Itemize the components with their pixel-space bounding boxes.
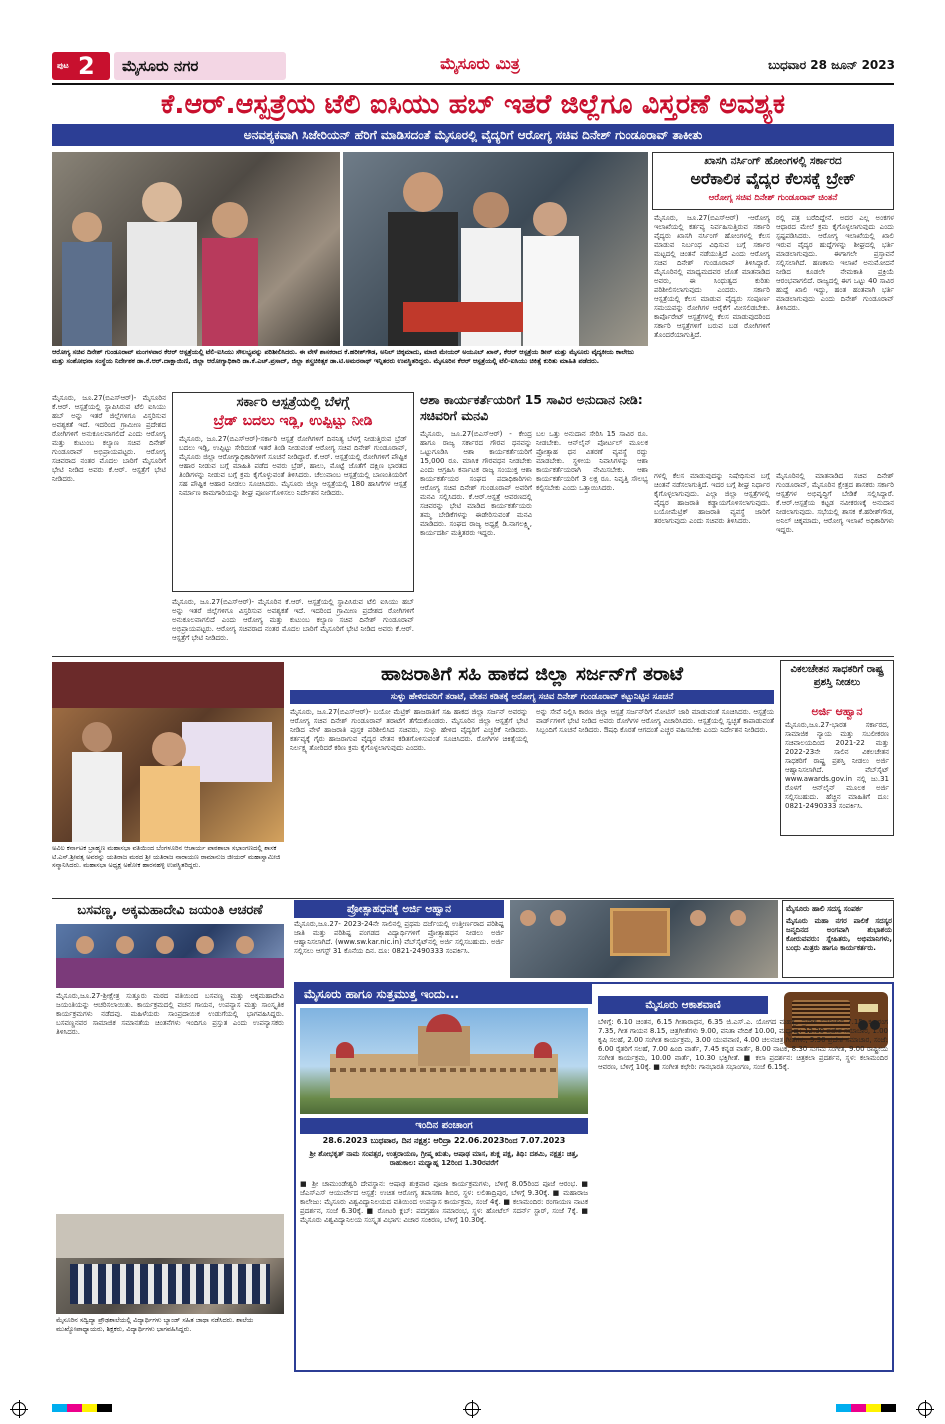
side-top-headline: ಅರೆಕಾಲಿಕ ವೈದ್ಯರ ಕೆಲಸಕ್ಕೆ ಬ್ರೇಕ್ <box>690 169 856 188</box>
award-box <box>780 660 894 836</box>
lead-photo-caption: ಆರೋಗ್ಯ ಸಚಿವ ದಿನೇಶ್ ಗುಂಡೂರಾವ್ ಮಂಗಳವಾರ ಕೆಆರ್ ಆಸ್ಪತ್ರೆಯಲ್ಲಿ ಟೆಲಿ-ಐಸಿಯು ಸೌಲಭ್ಯವನ್ನು ಪರಿಶೀಲಿಸಿದರು. ಈ ವೇಳೆ ಶಾಸಕರಾದ ಕೆ.ಹರೀಶ್‌ಗೌಡ, ಅನಿಲ್ ಚಿಕ್ಕಮಾದು, ಮಾಜಿ ಮೇಯರ್ ಅಯೂಬ್ ಖಾನ್, ಕೆಆರ್ ಆಸ್ಪತ್ರೆಯ ಡೀನ್ ಮತ್ತು ಮೈಸೂರು ವೈದ್ಯಕೀಯ ಕಾಲೇಜು ಮತ್ತು ಸಂಶೋಧನಾ ಸಂಸ್ಥೆಯ ನಿರ್ದೇಶಕ ಡಾ.ಕೆ.ಆರ್.ದಾಕ್ಷಾಯಿಣಿ, ಜಿಲ್ಲಾ ಆರೋಗ್ಯಾಧಿಕಾರಿ ಡಾ.ಕೆ.ಎಚ್.ಪ್ರಸಾದ್, ಜಿಲ್ಲಾ ಶಸ್ತ್ರಚಿಕಿತ್ಸಕ ಡಾ.ಟಿ.ಅಮರನಾಥ್ ಇನ್ನಿತರರು ಉಪಸ್ಥಿತರಿದ್ದರು. ಮೈಸೂರಿನ ಕೆಆರ್ ಆಸ್ಪತ್ರೆಯಲ್ಲಿ ಟೆಲಿ-ಐಸಿಯು ಚಿಕಿತ್ಸೆ ಕುರಿತು ಮಾಹಿತಿ ಪಡೆದರು. <box>52 348 634 365</box>
school-photo <box>56 1214 284 1314</box>
lead-photo-left <box>52 152 340 346</box>
color-bar <box>836 1404 896 1412</box>
asha-headline: ಆಶಾ ಕಾರ್ಯಕರ್ತೆಯರಿಗೆ 15 ಸಾವಿರ ಅನುದಾನ ನೀಡಿ: ಸಚಿವರಿಗೆ ಮನವಿ <box>420 392 643 423</box>
asha-body-1: ಮೈಸೂರು, ಜೂ.27(ಬಿಎಸ್‌ಆರ್) - ಕೇಂದ್ರ ಹಾಗೂ ರಾಜ್ಯ ಸರ್ಕಾರದ ಗೌರವ ಧನವನ್ನು ಒಟ್ಟುಗೂಡಿಸಿ ಆಶಾ ಕಾರ್ಯಕರ್ತೆಯರಿಗೆ 15,000 ರೂ. ಮಾಸಿಕ ಗೌರವಧನ ನೀಡಬೇಕು ಎಂದು ಆಗ್ರಹಿಸಿ ಕರ್ನಾಟಕ ರಾಜ್ಯ ಸಂಯುಕ್ತ ಆಶಾ ಕಾರ್ಯಕರ್ತೆಯರ ಸಂಘದ ಪದಾಧಿಕಾರಿಗಳು ಆರೋಗ್ಯ ಸಚಿವ ದಿನೇಶ್ ಗುಂಡೂರಾವ್ ಅವರಿಗೆ ಮನವಿ ಸಲ್ಲಿಸಿದರು. ಕೆ.ಆರ್.ಆಸ್ಪತ್ರೆ ಆವರಣದಲ್ಲಿ ಸಚಿವರನ್ನು ಭೇಟಿ ಮಾಡಿದ ಕಾರ್ಯಕರ್ತೆಯರು ತಮ್ಮ ಬೇಡಿಕೆಗಳನ್ನು ಈಡೇರಿಸುವಂತೆ ಮನವಿ ಮಾಡಿದರು. ಸಂಘದ ರಾಜ್ಯ ಅಧ್ಯಕ್ಷೆ ಡಿ.ನಾಗಲಕ್ಷ್ಮಿ, ಕಾರ್ಯದರ್ಶಿ ಮತ್ತಿತರರು ಇದ್ದರು. <box>420 430 532 537</box>
panchanga-date: 28.6.2023 ಬುಧವಾರ, ದಿನ ನಕ್ಷತ್ರ: ಆರಿದ್ರಾ 22.06.2023ರಿಂದ 7.07.2023 <box>322 1136 566 1145</box>
award-headline: ಅರ್ಜಿ ಆಹ್ವಾನ <box>811 705 863 718</box>
lead-headline: ಕೆ.ಆರ್.ಆಸ್ಪತ್ರೆಯ ಟೆಲಿ ಐಸಿಯು ಹಬ್ ಇತರೆ ಜಿಲ್ಲೆಗೂ ವಿಸ್ತರಣೆ ಅವಶ್ಯಕ <box>160 89 786 120</box>
issue-date: ಬುಧವಾರ 28 ಜೂನ್ 2023 <box>768 58 895 72</box>
section-label: ಮೈಸೂರು ನಗರ <box>114 52 286 80</box>
color-bar <box>52 1404 112 1412</box>
bread-headline: ಬ್ರೆಡ್ ಬದಲು ಇಡ್ಲಿ, ಉಪ್ಪಿಟ್ಟು ನೀಡಿ <box>213 413 373 429</box>
radio-body: ಬೆಳಿಗ್ಗೆ: 6.10 ಚಿಂತನ, 6.15 ಗೀತಾರಾಧನ, 6.35 ಜಿ.ಎಸ್.ಎ. ಯೋಗದ ಮಹತ್ವ, ಪ್ರದೇಶ ಸಮಾಚಾರ 7.15, ಕೃಷಿರಂಗ 7.35, ಗೀತ ಗಾಯನ 8.15, ಚಿತ್ರಗೀತೆಗಳು 9.00, ವನಿತಾ ವೇದಿಕೆ 10.00, ಮಧ್ಯಾಹ್ನ: 12.30 ಪ್ರದೇಶ ಸಮಾಚಾರ, 1.00 ಕೃಷಿ ಸಲಹೆ, 2.00 ಸಂಗೀತ ಕಾರ್ಯಕ್ರಮ, 3.00 ಯುವವಾಣಿ, 4.00 ಚಲನಚಿತ್ರ ಗೀತೆಗಳು, 5.30 ಪ್ರದೇಶ ಸಮಾಚಾರ, ಸಂಜೆ: 6.00 ರೈತರಿಗೆ ಸಲಹೆ, 7.00 ಹಿಂದಿ ವಾರ್ತೆ, 7.45 ಕನ್ನಡ ವಾರ್ತೆ, 8.00 ನಾಟಕ, 8.30 ಸುಗಮ ಸಂಗೀತ, 9.00 ರಾಷ್ಟ್ರೀಯ ಸಂಗೀತ ಕಾರ್ಯಕ್ರಮ, 10.00 ವಾರ್ತೆ, 10.30 ಭಕ್ತಿಗೀತೆ. ■ ಕಲಾ ಪ್ರದರ್ಶನ: ಚಿತ್ರಕಲಾ ಪ್ರದರ್ಶನ, ಸ್ಥಳ: ಕಲಾಮಂದಿರ ಆವರಣ, ಬೆಳಿಗ್ಗೆ 10ಕ್ಕೆ. ■ ಸಂಗೀತ ಕಛೇರಿ: ಗಾನಭಾರತಿ ಸಭಾಂಗಣ, ಸಂಜೆ 6.15ಕ್ಕೆ. <box>598 1018 888 1071</box>
palace-photo <box>300 1008 588 1114</box>
side-top-body-1: ಮೈಸೂರು, ಜೂ.27(ಬಿಎಸ್‌ಆರ್) -ಆರೋಗ್ಯ ಇಲಾಖೆಯಲ್ಲಿ ಕರ್ತವ್ಯ ನಿರ್ವಹಿಸುತ್ತಿರುವ ಸರ್ಕಾರಿ ವೈದ್ಯರು ಖಾಸಗಿ ನರ್ಸಿಂಗ್ ಹೋಂಗಳಲ್ಲಿ ಕೆಲಸ ಮಾಡುವ ನಿರ್ಬಂಧ ವಿಧಿಸುವ ಬಗ್ಗೆ ಸರ್ಕಾರ ಮಟ್ಟದಲ್ಲಿ ಚಿಂತನೆ ನಡೆಯುತ್ತಿದೆ ಎಂದು ಆರೋಗ್ಯ ಸಚಿವ ದಿನೇಶ್ ಗುಂಡೂರಾವ್ ತಿಳಿಸಿದ್ದಾರೆ. ಮೈಸೂರಿನಲ್ಲಿ ಮಾಧ್ಯಮದವರ ಜೊತೆ ಮಾತನಾಡಿದ ಅವರು, ಈ ಸಿಂಧುತ್ವದ ಕುರಿತು ಪರಿಶೀಲಿಸಲಾಗುವುದು ಎಂದರು. ಸರ್ಕಾರಿ ಆಸ್ಪತ್ರೆಯಲ್ಲಿ ಕೆಲಸ ಮಾಡುವ ವೈದ್ಯರು ಸಂಪೂರ್ಣ ಸಮಯವನ್ನು ರೋಗಿಗಳ ಆರೈಕೆಗೆ ಮೀಸಲಿಡಬೇಕು. ಕಾರ್ಪೊರೇಟ್ ಆಸ್ಪತ್ರೆಗಳಲ್ಲಿ ಕೆಲಸ ಮಾಡುವುದರಿಂದ ಸರ್ಕಾರಿ ಆಸ್ಪತ್ರೆಗಳಿಗೆ ಬರುವ ಬಡ ರೋಗಿಗಳಿಗೆ ತೊಂದರೆಯಾಗುತ್ತಿದೆ. <box>654 214 770 339</box>
lead-photo-right <box>343 152 648 346</box>
swami-caption: ಅವಿಲ ಕರ್ನಾಟಕ ಬ್ರಾಹ್ಮಣ ಮಹಾಸಭಾ ವತಿಯಿಂದ ಬೆಂಗಳೂರಿನ ಆಚಾರ್ಯ ಪಾಠಶಾಲಾ ಸಭಾಂಗಣದಲ್ಲಿ ಶಾಸಕ ಟಿ.ಎಸ್.ಶ್ರೀವತ್ಸ ಅವರನ್ನು ಯತಿರಾಜ ಮಠದ ಶ್ರೀ ಯತಿರಾಜ ನಾರಾಯಣ ರಾಮಾನುಜ ಜೀಯರ್ ಮಹಾಸ್ವಾಮೀಜಿ ಸನ್ಮಾನಿಸಿದರು. ಮಹಾಸಭಾ ಅಧ್ಯಕ್ಷ ಅಶೋಕ ಹಾರನಹಳ್ಳಿ ಉಪಸ್ಥಿತರಿದ್ದರು. <box>52 844 281 869</box>
hajarati-headline: ಹಾಜರಾತಿಗೆ ಸಹಿ ಹಾಕದ ಜಿಲ್ಲಾ ಸರ್ಜನ್‌ಗೆ ತರಾಟೆ <box>381 663 683 685</box>
ad-body: ಮೈಸೂರು ಮಹಾ ನಗರ ಪಾಲಿಕೆ ಸದಸ್ಯರ ಜನ್ಮದಿನದ ಅಂಗವಾಗಿ ಶುಭಾಶಯ ಕೋರುವವರು: ಸ್ನೇಹಿತರು, ಅಭಿಮಾನಿಗಳು, ಬಂಧು ಮಿತ್ರರು ಹಾಗೂ ಕಾರ್ಯಕರ್ತರು. <box>786 917 892 952</box>
masthead-rule <box>52 83 894 85</box>
paper-name: ಮೈಸೂರು ಮಿತ್ರ <box>440 54 520 73</box>
bread-kicker: ಸರ್ಕಾರಿ ಆಸ್ಪತ್ರೆಯಲ್ಲಿ ಬೆಳಗ್ಗೆ <box>236 395 350 410</box>
radio-header: ಮೈಸೂರು ಆಕಾಶವಾಣಿ <box>598 996 768 1014</box>
school-caption: ಮೈಸೂರಿನ ಸದ್ವಿದ್ಯಾ ಪ್ರೌಢಶಾಲೆಯಲ್ಲಿ ವಿದ್ಯಾರ್ಥಿಗಳು ಬ್ಯಾಂಡ್ ಸಹಿತ ಜಾಥಾ ನಡೆಸಿದರು. ಶಾಲೆಯ ಮುಖ್ಯೋಪಾಧ್ಯಾಯರು, ಶಿಕ್ಷಕರು, ವಿದ್ಯಾರ್ಥಿಗಳು ಭಾಗವಹಿಸಿದ್ದರು. <box>56 1316 254 1333</box>
basavanna-body: ಮೈಸೂರು,ಜೂ.27-ಶ್ರೀಕ್ಷೇತ್ರ ಸುತ್ತೂರು ಮಠದ ವತಿಯಿಂದ ಬಸವಣ್ಣ ಮತ್ತು ಅಕ್ಕಮಹಾದೇವಿ ಜಯಂತಿಯನ್ನು ಆಚರಿಸಲಾಯಿತು. ಕಾರ್ಯಕ್ರಮದಲ್ಲಿ ವಚನ ಗಾಯನ, ಉಪನ್ಯಾಸ ಮತ್ತು ಸಾಂಸ್ಕೃತಿಕ ಕಾರ್ಯಕ್ರಮಗಳು ನಡೆದವು. ಮಹಿಳೆಯರು ಸಾಂಪ್ರದಾಯಿಕ ಉಡುಗೆಯಲ್ಲಿ ಭಾಗವಹಿಸಿದ್ದರು. ಬಸವಣ್ಣನವರ ಸಾಮಾಜಿಕ ಸಮಾನತೆಯ ಚಿಂತನೆಗಳು ಇಂದಿಗೂ ಪ್ರಸ್ತುತ ಎಂದು ಉಪನ್ಯಾಸಕರು ತಿಳಿಸಿದರು. <box>56 992 284 1036</box>
asha-body-2: ಬಲ ಒತ್ತು ಅನುದಾನ ಸೇರಿಸಿ 15 ಸಾವಿರ ರೂ. ನೀಡಬೇಕು. ಆನ್‌ಲೈನ್ ಪೋರ್ಟಲ್ ಮೂಲಕ ಪ್ರೋತ್ಸಾಹ ಧನ ವಿತರಣೆ ವ್ಯವಸ್ಥೆ ರದ್ದು ಮಾಡಬೇಕು. ಸ್ಥಳೀಯ ನಿವಾಸಿಗಳನ್ನು ಆಶಾ ಕಾರ್ಯಕರ್ತೆಯರಾಗಿ ನೇಮಿಸಬೇಕು. ಆಶಾ ಕಾರ್ಯಕರ್ತೆಯರಿಗೆ 3 ಲಕ್ಷ ರೂ. ನಿವೃತ್ತಿ ಸೌಲಭ್ಯ ಕಲ್ಪಿಸಬೇಕು ಎಂದು ಒತ್ತಾಯಿಸಿದರು. <box>536 430 648 492</box>
mid-right-body-1: ಗಳಲ್ಲಿ ಕೆಲಸ ಮಾಡುವುದನ್ನು ನಿಷೇಧಿಸುವ ಬಗ್ಗೆ ಚಿಂತನೆ ನಡೆಸಲಾಗುತ್ತಿದೆ. ಇದರ ಬಗ್ಗೆ ಶೀಘ್ರ ನಿರ್ಧಾರ ಕೈಗೊಳ್ಳಲಾಗುವುದು. ಎಲ್ಲಾ ಜಿಲ್ಲಾ ಆಸ್ಪತ್ರೆಗಳಲ್ಲಿ ವೈದ್ಯರ ಹಾಜರಾತಿ ಕಡ್ಡಾಯಗೊಳಿಸಲಾಗುವುದು. ಬಯೋಮೆಟ್ರಿಕ್ ಹಾಜರಾತಿ ವ್ಯವಸ್ಥೆ ಜಾರಿಗೆ ತರಲಾಗುವುದು ಎಂದು ಸಚಿವರು ತಿಳಿಸಿದರು. <box>654 472 770 525</box>
lead-subhead: ಅನವಶ್ಯಕವಾಗಿ ಸಿಜೇರಿಯನ್ ಹೆರಿಗೆ ಮಾಡಿಸದಂತೆ ಮೈಸೂರಲ್ಲಿ ವೈದ್ಯರಿಗೆ ಆರೋಗ್ಯ ಸಚಿವ ದಿನೇಶ್ ಗುಂಡೂರಾವ್ ತಾಕೀತು <box>52 124 894 146</box>
award-kicker: ವಿಕಲಚೇತನ ಸಾಧಕರಿಗೆ ರಾಷ್ಟ್ರ ಪ್ರಶಸ್ತಿ ನೀಡಲು <box>790 664 884 688</box>
registration-mark-icon <box>12 1402 26 1416</box>
side-top-sub: ಆರೋಗ್ಯ ಸಚಿವ ದಿನೇಶ್ ಗುಂಡೂರಾವ್ ಚಿಂತನೆ <box>708 193 838 203</box>
side-top-kicker: ಖಾಸಗಿ ನರ್ಸಿಂಗ್ ಹೋಂಗಳಲ್ಲಿ ಸರ್ಕಾರದ <box>704 155 842 167</box>
page-number-badge <box>52 52 110 80</box>
registration-mark-icon <box>918 1402 932 1416</box>
side-top-body-2: ರಲ್ಲಿ ಪತ್ರ ಬರೆದಿದ್ದೇನೆ. ಅದರ ಎಲ್ಲ ಅಂಕಗಳ ಆಧಾರದ ಮೇಲೆ ಕ್ರಮ ಕೈಗೊಳ್ಳಲಾಗುವುದು ಎಂದು ಸ್ಪಷ್ಟಪಡಿಸಿದರು. ಆರೋಗ್ಯ ಇಲಾಖೆಯಲ್ಲಿ ಖಾಲಿ ಇರುವ ವೈದ್ಯರ ಹುದ್ದೆಗಳನ್ನು ಶೀಘ್ರದಲ್ಲಿ ಭರ್ತಿ ಮಾಡಲಾಗುವುದು. ಈಗಾಗಲೇ ಪ್ರಸ್ತಾವನೆ ಸಲ್ಲಿಸಲಾಗಿದೆ. ಹಣಕಾಸು ಇಲಾಖೆ ಅನುಮೋದನೆ ನೀಡಿದ ಕೂಡಲೇ ನೇಮಕಾತಿ ಪ್ರಕ್ರಿಯೆ ಆರಂಭವಾಗಲಿದೆ. ರಾಜ್ಯದಲ್ಲಿ ಈಗ ಒಟ್ಟು 40 ಸಾವಿರ ಹುದ್ದೆ ಖಾಲಿ ಇದ್ದು, ಹಂತ ಹಂತವಾಗಿ ಭರ್ತಿ ಮಾಡಲಾಗುವುದು ಎಂದು ದಿನೇಶ್ ಗುಂಡೂರಾವ್ ತಿಳಿಸಿದರು. <box>776 214 894 312</box>
hajarati-body-1: ಮೈಸೂರು, ಜೂ.27(ಬಿಎಸ್‌ಆರ್)- ಬಯೋ ಮೆಟ್ರಿಕ್ ಹಾಜರಾತಿಗೆ ಸಹಿ ಹಾಕದ ಜಿಲ್ಲಾ ಸರ್ಜನ್ ಅವರನ್ನು ಆರೋಗ್ಯ ಸಚಿವ ದಿನೇಶ್ ಗುಂಡೂರಾವ್ ತರಾಟೆಗೆ ತೆಗೆದುಕೊಂಡರು. ಮೈಸೂರಿನ ಜಿಲ್ಲಾ ಆಸ್ಪತ್ರೆಗೆ ಭೇಟಿ ನೀಡಿದ ವೇಳೆ ಹಾಜರಾತಿ ಪುಸ್ತಕ ಪರಿಶೀಲಿಸಿದ ಸಚಿವರು, ಸುಳ್ಳು ಹೇಳಿದ ವೈದ್ಯರಿಗೆ ಎಚ್ಚರಿಕೆ ನೀಡಿದರು. ಕರ್ತವ್ಯಕ್ಕೆ ಗೈರು ಹಾಜರಾಗುವ ವೈದ್ಯರ ವೇತನ ಕಡಿತಗೊಳಿಸುವಂತೆ ಸೂಚಿಸಿದರು. ರೋಗಿಗಳ ಚಿಕಿತ್ಸೆಯಲ್ಲಿ ನಿರ್ಲಕ್ಷ್ಯ ತೋರಿದರೆ ಕಠಿಣ ಕ್ರಮ ಕೈಗೊಳ್ಳಲಾಗುವುದು ಎಂದರು. <box>290 708 528 752</box>
scholarship-body: ಮೈಸೂರು,ಜೂ.27- 2023-24ನೇ ಸಾಲಿನಲ್ಲಿ ಪ್ರಥಮ ದರ್ಜೆಯಲ್ಲಿ ಉತ್ತೀರ್ಣರಾದ ಪರಿಶಿಷ್ಟ ಜಾತಿ ಮತ್ತು ಪರಿಶಿಷ್ಟ ಪಂಗಡದ ವಿದ್ಯಾರ್ಥಿಗಳಿಗೆ ಪ್ರೋತ್ಸಾಹಧನ ನೀಡಲು ಅರ್ಜಿ ಆಹ್ವಾನಿಸಲಾಗಿದೆ. (www.sw.kar.nic.in) ವೆಬ್‌ಸೈಟ್‌ನಲ್ಲಿ ಅರ್ಜಿ ಸಲ್ಲಿಸಬಹುದು. ಅರ್ಜಿ ಸಲ್ಲಿಸಲು ಆಗಸ್ಟ್ 31 ಕೊನೆಯ ದಿನ. ದೂ: 0821-2490333 ಸಂಪರ್ಕಿಸಿ. <box>294 920 504 955</box>
today-events: ■ ಶ್ರೀ ಚಾಮುಂಡೇಶ್ವರಿ ದೇವಸ್ಥಾನ: ಆಷಾಢ ಶುಕ್ರವಾರ ಪೂಜಾ ಕಾರ್ಯಕ್ರಮಗಳು, ಬೆಳಿಗ್ಗೆ 8.05ರಿಂದ ಪೂಜೆ ಆರಂಭ. ■ ಜೆಎಸ್‌ಎಸ್ ಆಯುರ್ವೇದ ಆಸ್ಪತ್ರೆ: ಉಚಿತ ಆರೋಗ್ಯ ತಪಾಸಣಾ ಶಿಬಿರ, ಸ್ಥಳ: ಲಲಿತಾದ್ರಿಪುರ, ಬೆಳಿಗ್ಗೆ 9.30ಕ್ಕೆ. ■ ಮಹಾರಾಜ ಕಾಲೇಜು: ಮೈಸೂರು ವಿಶ್ವವಿದ್ಯಾನಿಲಯದ ವತಿಯಿಂದ ಉಪನ್ಯಾಸ ಕಾರ್ಯಕ್ರಮ, ಸಂಜೆ 4ಕ್ಕೆ. ■ ಕಲಾಮಂದಿರ: ರಂಗಾಯಣ ನಾಟಕ ಪ್ರದರ್ಶನ, ಸಂಜೆ 6.30ಕ್ಕೆ. ■ ರೋಟರಿ ಕ್ಲಬ್: ಪದಗ್ರಹಣ ಸಮಾರಂಭ, ಸ್ಥಳ: ಹೋಟೆಲ್ ಸದರ್ನ್ ಸ್ಟಾರ್, ಸಂಜೆ 7ಕ್ಕೆ. ■ ಮೈಸೂರು ವಿಶ್ವವಿದ್ಯಾನಿಲಯ ಸಂಸ್ಕೃತ ವಿಭಾಗ: ವಿಚಾರ ಸಂಕಿರಣ, ಬೆಳಿಗ್ಗೆ 10.30ಕ್ಕೆ. <box>300 1180 588 1224</box>
bread-body: ಮೈಸೂರು, ಜೂ.27(ಬಿಎಸ್‌ಆರ್)-ಸರ್ಕಾರಿ ಆಸ್ಪತ್ರೆ ರೋಗಿಗಳಿಗೆ ದಿನನಿತ್ಯ ಬೆಳಗ್ಗೆ ನೀಡುತ್ತಿರುವ ಬ್ರೆಡ್ ಬದಲು ಇಡ್ಲಿ, ಉಪ್ಪಿಟ್ಟು ಸೇರಿದಂತೆ ಇತರೆ ತಿಂಡಿ ನೀಡುವಂತೆ ಆರೋಗ್ಯ ಸಚಿವ ದಿನೇಶ್ ಗುಂಡೂರಾವ್, ಮೈಸೂರು ಜಿಲ್ಲಾ ಆರೋಗ್ಯಾಧಿಕಾರಿಗಳಿಗೆ ಸೂಚನೆ ನೀಡಿದ್ದಾರೆ. ಕೆ.ಆರ್. ಆಸ್ಪತ್ರೆಯಲ್ಲಿ ರೋಗಿಗಳಿಗೆ ಪೌಷ್ಟಿಕ ಆಹಾರ ನೀಡುವ ಬಗ್ಗೆ ಮಾಹಿತಿ ಪಡೆದ ಅವರು ಬ್ರೆಡ್, ಹಾಲು, ಮೊಟ್ಟೆ ಜೊತೆಗೆ ದಕ್ಷಿಣ ಭಾರತದ ತಿಂಡಿಗಳನ್ನು ನೀಡುವ ಬಗ್ಗೆ ಕ್ರಮ ಕೈಗೊಳ್ಳುವಂತೆ ತಿಳಿಸಿದರು. ಚೆಲುವಾಂಬ ಆಸ್ಪತ್ರೆಯಲ್ಲಿ ಬಾಣಂತಿಯರಿಗೆ ಸಹ ಪೌಷ್ಟಿಕ ಆಹಾರ ನೀಡಲು ಸೂಚಿಸಿದರು. ಮೈಸೂರು ಜಿಲ್ಲಾ ಆಸ್ಪತ್ರೆಯಲ್ಲಿ 180 ಹಾಸಿಗೆಗಳ ಆಸ್ಪತ್ರೆ ನಿರ್ಮಾಣ ಕಾಮಗಾರಿಯನ್ನು ಶೀಘ್ರ ಪೂರ್ಣಗೊಳಿಸಲು ನಿರ್ದೇಶನ ನೀಡಿದರು. <box>179 435 407 497</box>
side-top-box <box>652 152 894 210</box>
mid-right-body-2: ಮೈಸೂರಿನಲ್ಲಿ ಮಾತನಾಡಿದ ಸಚಿವ ದಿನೇಶ್ ಗುಂಡೂರಾವ್, ಮೈಸೂರಿನ ಕ್ಷೇತ್ರದ ಶಾಸಕರು ಸರ್ಕಾರಿ ಆಸ್ಪತ್ರೆಗಳ ಅಭಿವೃದ್ಧಿಗೆ ಬೇಡಿಕೆ ಸಲ್ಲಿಸಿದ್ದಾರೆ. ಕೆ.ಆರ್.ಆಸ್ಪತ್ರೆಯ ಕಟ್ಟಡ ನವೀಕರಣಕ್ಕೆ ಅನುದಾನ ನೀಡಲಾಗುವುದು. ಸಭೆಯಲ್ಲಿ ಶಾಸಕ ಕೆ.ಹರೀಶ್‌ಗೌಡ, ಅನಿಲ್ ಚಿಕ್ಕಮಾದು, ಆರೋಗ್ಯ ಇಲಾಖೆ ಅಧಿಕಾರಿಗಳು ಇದ್ದರು. <box>776 472 894 534</box>
page-number: 2 <box>78 52 95 80</box>
lead-body-col1: ಮೈಸೂರು, ಜೂ.27(ಬಿಎಸ್‌ಆರ್)- ಮೈಸೂರಿನ ಕೆ.ಆರ್. ಆಸ್ಪತ್ರೆಯಲ್ಲಿ ಸ್ಥಾಪಿಸಿರುವ ಟೆಲಿ ಐಸಿಯು ಹಬ್ ಅನ್ನು ಇತರೆ ಜಿಲ್ಲೆಗಳಿಗೂ ವಿಸ್ತರಿಸುವ ಅವಶ್ಯಕತೆ ಇದೆ. ಇದರಿಂದ ಗ್ರಾಮೀಣ ಪ್ರದೇಶದ ರೋಗಿಗಳಿಗೆ ಅನುಕೂಲವಾಗಲಿದೆ ಎಂದು ಆರೋಗ್ಯ ಮತ್ತು ಕುಟುಂಬ ಕಲ್ಯಾಣ ಸಚಿವ ದಿನೇಶ್ ಗುಂಡೂರಾವ್ ಅಭಿಪ್ರಾಯಪಟ್ಟರು. ಆರೋಗ್ಯ ಸಚಿವರಾದ ನಂತರ ಮೊದಲ ಬಾರಿಗೆ ಮೈಸೂರಿಗೆ ಭೇಟಿ ನೀಡಿದ ಅವರು ಕೆ.ಆರ್. ಆಸ್ಪತ್ರೆಗೆ ಭೇಟಿ ನೀಡಿದರು. <box>52 394 166 483</box>
today-header: ಮೈಸೂರು ಹಾಗೂ ಸುತ್ತಮುತ್ತ ಇಂದು... <box>296 984 592 1004</box>
panchanga-body: ಶ್ರೀ ಶೋಭಕೃತ್ ನಾಮ ಸಂವತ್ಸರ, ಉತ್ತರಾಯಣ, ಗ್ರೀಷ್ಮ ಋತು, ಆಷಾಢ ಮಾಸ, ಶುಕ್ಲ ಪಕ್ಷ, ತಿಥಿ: ದಶಮಿ, ನಕ್ಷತ್ರ: ಚಿತ್ತ, ರಾಹುಕಾಲ: ಮಧ್ಯಾಹ್ನ 12ರಿಂದ 1.30ರವರೆಗೆ <box>309 1150 579 1167</box>
section-divider-2 <box>52 898 894 899</box>
registration-mark-icon <box>465 1402 479 1416</box>
bread-box <box>172 392 414 592</box>
scholarship-header: ಪ್ರೋತ್ಸಾಹಧನಕ್ಕೆ ಅರ್ಜಿ ಆಹ್ವಾನ <box>294 900 504 918</box>
basavanna-photo <box>56 924 284 988</box>
page-word: ಪುಟ <box>57 61 69 70</box>
group-photo <box>510 900 778 978</box>
section-divider-1 <box>52 656 894 657</box>
hajarati-body-2: ಅನ್ನು ಸೇವೆ ನಿಲ್ಲಿಸಿ ಕಾರಣ ಜಿಲ್ಲಾ ಆಸ್ಪತ್ರೆ ಸರ್ಜನ್‌ರಿಗೆ ನೋಟಿಸ್ ಜಾರಿ ಮಾಡುವಂತೆ ಸೂಚಿಸಿದರು. ಆಸ್ಪತ್ರೆಯ ವಾರ್ಡ್‌ಗಳಿಗೆ ಭೇಟಿ ನೀಡಿದ ಅವರು ರೋಗಿಗಳ ಆರೋಗ್ಯ ವಿಚಾರಿಸಿದರು. ಆಸ್ಪತ್ರೆಯಲ್ಲಿ ಸ್ವಚ್ಛತೆ ಕಾಪಾಡುವಂತೆ ಸಿಬ್ಬಂದಿಗೆ ಸೂಚನೆ ನೀಡಿದರು. ಔಷಧಿ ಕೊರತೆ ಆಗದಂತೆ ಎಚ್ಚರ ವಹಿಸಬೇಕು ಎಂದು ನಿರ್ದೇಶನ ನೀಡಿದರು. <box>536 708 774 734</box>
hajarati-sub: ಸುಳ್ಳು ಹೇಳಿದವರಿಗೆ ತರಾಟೆ, ವೇತನ ಕಡಿತಕ್ಕೆ ಆರೋಗ್ಯ ಸಚಿವ ದಿನೇಶ್ ಗುಂಡೂರಾವ್ ಕಟ್ಟುನಿಟ್ಟಿನ ಸೂಚನೆ <box>290 690 774 704</box>
bread-continuation: ಮೈಸೂರು, ಜೂ.27(ಬಿಎಸ್‌ಆರ್)- ಮೈಸೂರಿನ ಕೆ.ಆರ್. ಆಸ್ಪತ್ರೆಯಲ್ಲಿ ಸ್ಥಾಪಿಸಿರುವ ಟೆಲಿ ಐಸಿಯು ಹಬ್ ಅನ್ನು ಇತರೆ ಜಿಲ್ಲೆಗಳಿಗೂ ವಿಸ್ತರಿಸುವ ಅವಶ್ಯಕತೆ ಇದೆ. ಇದರಿಂದ ಗ್ರಾಮೀಣ ಪ್ರದೇಶದ ರೋಗಿಗಳಿಗೆ ಅನುಕೂಲವಾಗಲಿದೆ ಎಂದು ಆರೋಗ್ಯ ಮತ್ತು ಕುಟುಂಬ ಕಲ್ಯಾಣ ಸಚಿವ ದಿನೇಶ್ ಗುಂಡೂರಾವ್ ಅಭಿಪ್ರಾಯಪಟ್ಟರು. ಆರೋಗ್ಯ ಸಚಿವರಾದ ನಂತರ ಮೊದಲ ಬಾರಿಗೆ ಮೈಸೂರಿಗೆ ಭೇಟಿ ನೀಡಿದ ಅವರು ಕೆ.ಆರ್. ಆಸ್ಪತ್ರೆಗೆ ಭೇಟಿ ನೀಡಿದರು. <box>172 598 414 642</box>
ad-title: ಮೈಸೂರು ಹಾಲಿ ಸದಸ್ಯ ಸಂಪರ್ಕ <box>786 904 864 913</box>
basavanna-headline: ಬಸವಣ್ಣ, ಅಕ್ಕಮಹಾದೇವಿ ಜಯಂತಿ ಆಚರಣೆ <box>77 903 263 918</box>
panchanga-title: ಇಂದಿನ ಪಂಚಾಂಗ <box>300 1118 588 1134</box>
award-body: ಮೈಸೂರು,ಜೂ.27-ಭಾರತ ಸರ್ಕಾರದ, ಸಾಮಾಜಿಕ ನ್ಯಾಯ ಮತ್ತು ಸಬಲೀಕರಣ ಸಚಿವಾಲಯದಿಂದ 2021-22 ಮತ್ತು 2022-23ನೇ ಸಾಲಿನ ವಿಕಲಚೇತನ ಸಾಧಕರಿಗೆ ರಾಷ್ಟ್ರ ಪ್ರಶಸ್ತಿ ನೀಡಲು ಅರ್ಜಿ ಆಹ್ವಾನಿಸಲಾಗಿದೆ. ವೆಬ್‌ಸೈಟ್ www.awards.gov.in ನಲ್ಲಿ ಜು.31 ರೊಳಗೆ ಆನ್‌ಲೈನ್ ಮೂಲಕ ಅರ್ಜಿ ಸಲ್ಲಿಸಬಹುದು. ಹೆಚ್ಚಿನ ಮಾಹಿತಿಗೆ ದೂ: 0821-2490333 ಸಂಪರ್ಕಿಸಿ. <box>785 721 889 810</box>
swami-photo <box>52 662 284 842</box>
ad-box <box>782 900 894 978</box>
